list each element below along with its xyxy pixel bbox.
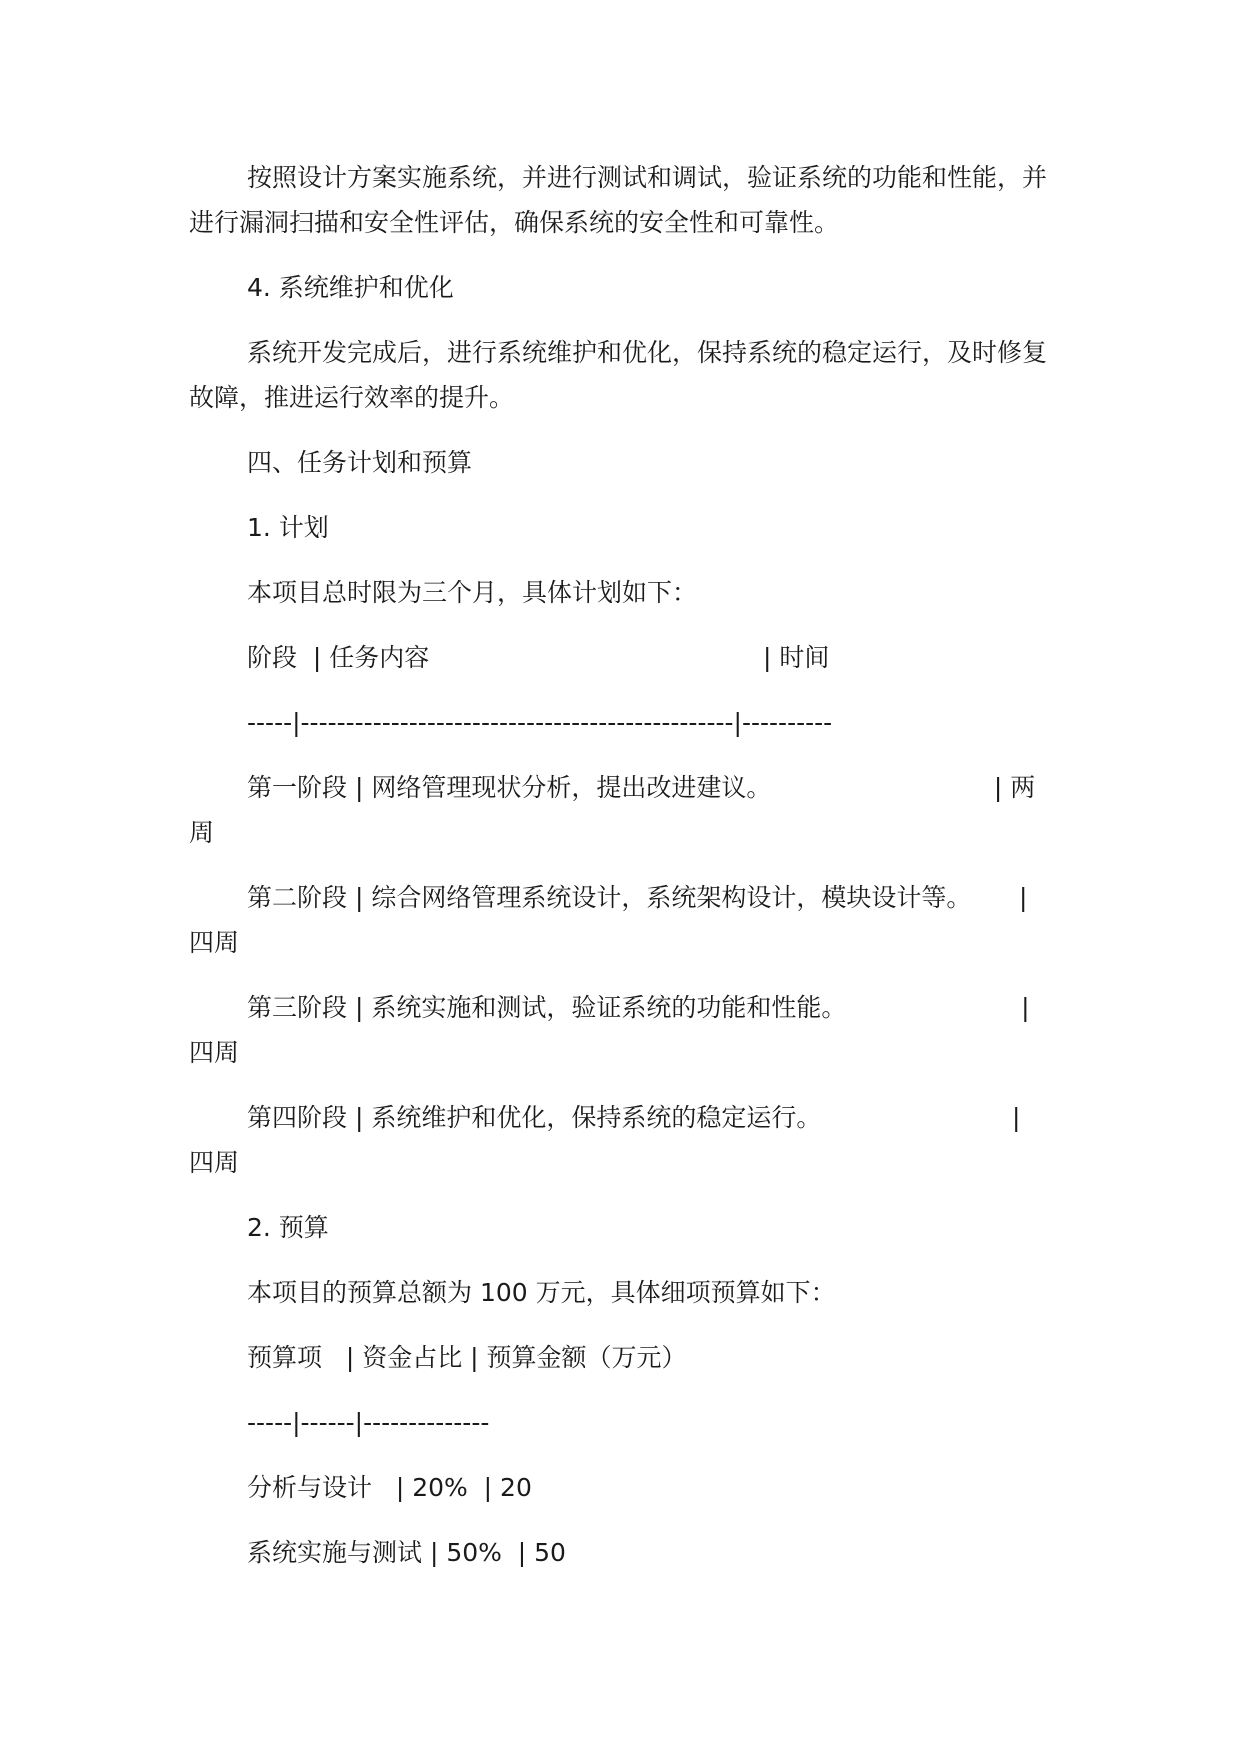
- budget-table-row: 系统实施与测试 | 50% | 50: [247, 1538, 566, 1567]
- budget-table-header: 预算项 | 资金占比 | 预算金额（万元）: [247, 1343, 687, 1372]
- document-body: [189, 155, 1049, 1595]
- paragraph-plan-intro: 本项目总时限为三个月，具体计划如下：: [247, 578, 698, 607]
- heading-maintenance: 4. 系统维护和优化: [247, 273, 454, 302]
- plan-table-row: 第二阶段 | 综合网络管理系统设计，系统架构设计，模块设计等。 | 四周: [189, 883, 1036, 957]
- plan-table-header: 阶段 | 任务内容 | 时间: [247, 643, 830, 672]
- plan-table-row: 第三阶段 | 系统实施和测试，验证系统的功能和性能。 | 四周: [189, 993, 1038, 1067]
- section-heading-plan-budget: 四、任务计划和预算: [247, 448, 473, 477]
- plan-table-row: 第一阶段 | 网络管理现状分析，提出改进建议。 | 两周: [189, 773, 1036, 847]
- paragraph-implementation: 按照设计方案实施系统，并进行测试和调试，验证系统的功能和性能，并进行漏洞扫描和安全性评估，确保系统的安全性和可靠性。: [189, 163, 1048, 237]
- plan-table-separator: -----|------------------------------------------------|----------: [247, 708, 833, 737]
- budget-table-row: 分析与设计 | 20% | 20: [247, 1473, 532, 1502]
- heading-budget: 2. 预算: [247, 1213, 329, 1242]
- heading-plan: 1. 计划: [247, 513, 329, 542]
- paragraph-budget-intro: 本项目的预算总额为 100 万元，具体细项预算如下：: [247, 1278, 836, 1307]
- plan-table-row: 第四阶段 | 系统维护和优化，保持系统的稳定运行。 | 四周: [189, 1103, 1029, 1177]
- paragraph-maintenance: 系统开发完成后，进行系统维护和优化，保持系统的稳定运行，及时修复故障，推进运行效率的提升。: [189, 338, 1048, 412]
- budget-table-separator: -----|------|--------------: [247, 1408, 490, 1437]
